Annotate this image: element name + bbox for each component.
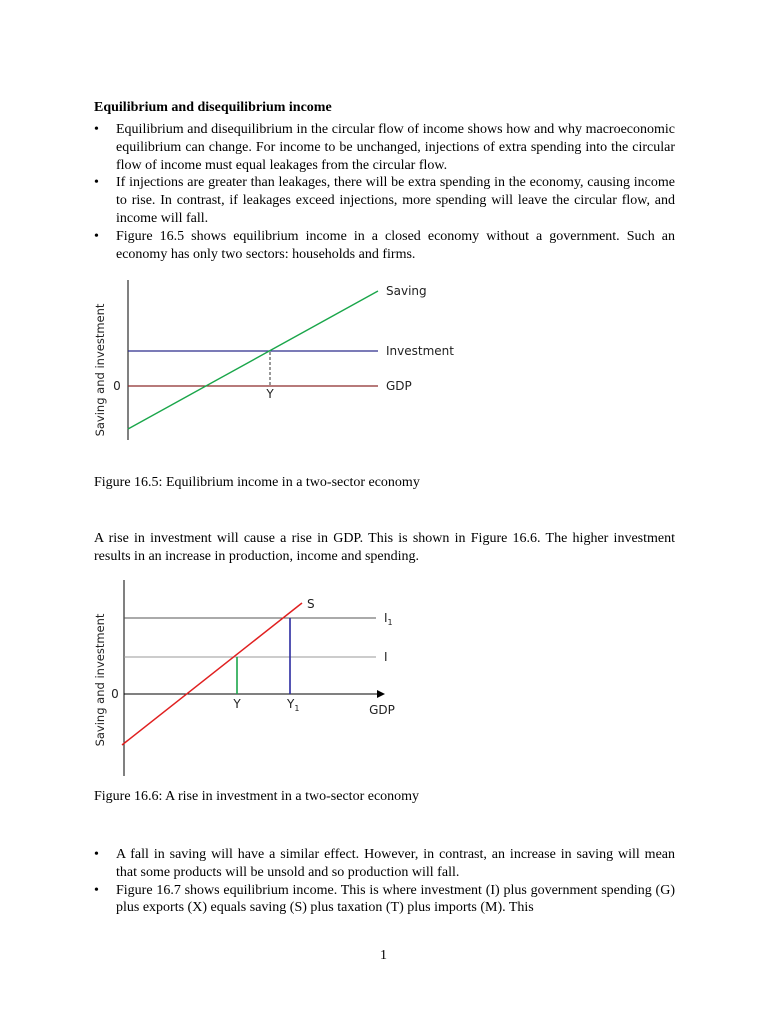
y1-label-text: Y [287,697,295,711]
gdp-axis-arrow [377,690,385,698]
body-paragraph: A rise in investment will cause a rise in GDP. This is shown in Figure 16.6. The higher investment results in an increase in production, income and spending. [94,531,675,564]
zero-label: 0 [113,379,121,393]
list-item: • A fall in saving will have a similar effect. However, in contrast, an increase in saving will mean that some products will be unsold and so production will fall. [94,846,675,882]
list-item: • Equilibrium and disequilibrium in the circular flow of income shows how and why macroeconomic equilibrium can change. For income to be unchanged, injections of extra spending into the circular flow of income must equal leakages from the circular flow. [94,121,675,174]
y-tick-label: Y [233,697,241,711]
page-number: 1 [380,948,387,963]
y-axis-label: Saving and investment [93,613,107,747]
saving-line [122,603,302,745]
y-axis-label: Saving and investment [93,303,107,437]
list-item: • If injections are greater than leakages, there will be extra spending in the economy, causing income to rise. In contrast, if leakages exceed injections, more spending will leave the circular flow, and income will fall. [94,174,675,227]
i-label: I [384,650,388,664]
bullet-list-top [94,121,675,263]
gdp-label: GDP [386,379,412,393]
s-label: S [307,597,315,611]
y1-label-sub: 1 [294,704,300,713]
i1-label-text: I [384,611,388,625]
saving-label: Saving [386,284,427,298]
list-item: • Figure 16.7 shows equilibrium income. This is where investment (I) plus government spending (G) plus exports (X) equals saving (S) plus taxation (T) plus imports (M). This [94,882,675,918]
figure-16-6-caption: Figure 16.6: A rise in investment in a two-sector economy [94,789,420,804]
i1-label [384,611,393,627]
saving-line [128,291,378,429]
figure-16-6-chart [84,576,414,781]
zero-label: 0 [111,687,119,701]
figure-16-5-chart [84,276,454,446]
list-item: • Figure 16.5 shows equilibrium income in a closed economy without a government. Such an economy has only two sectors: households and firms. [94,228,675,264]
bullet-list-bottom [94,846,675,917]
y1-tick-label [286,697,299,713]
figure-16-5-caption: Figure 16.5: Equilibrium income in a two-sector economy [94,475,420,490]
y-tick-label: Y [266,387,274,401]
section-heading: Equilibrium and disequilibrium income [94,100,332,115]
i1-label-sub: 1 [387,618,393,627]
investment-label: Investment [386,344,454,358]
gdp-label: GDP [369,703,395,717]
